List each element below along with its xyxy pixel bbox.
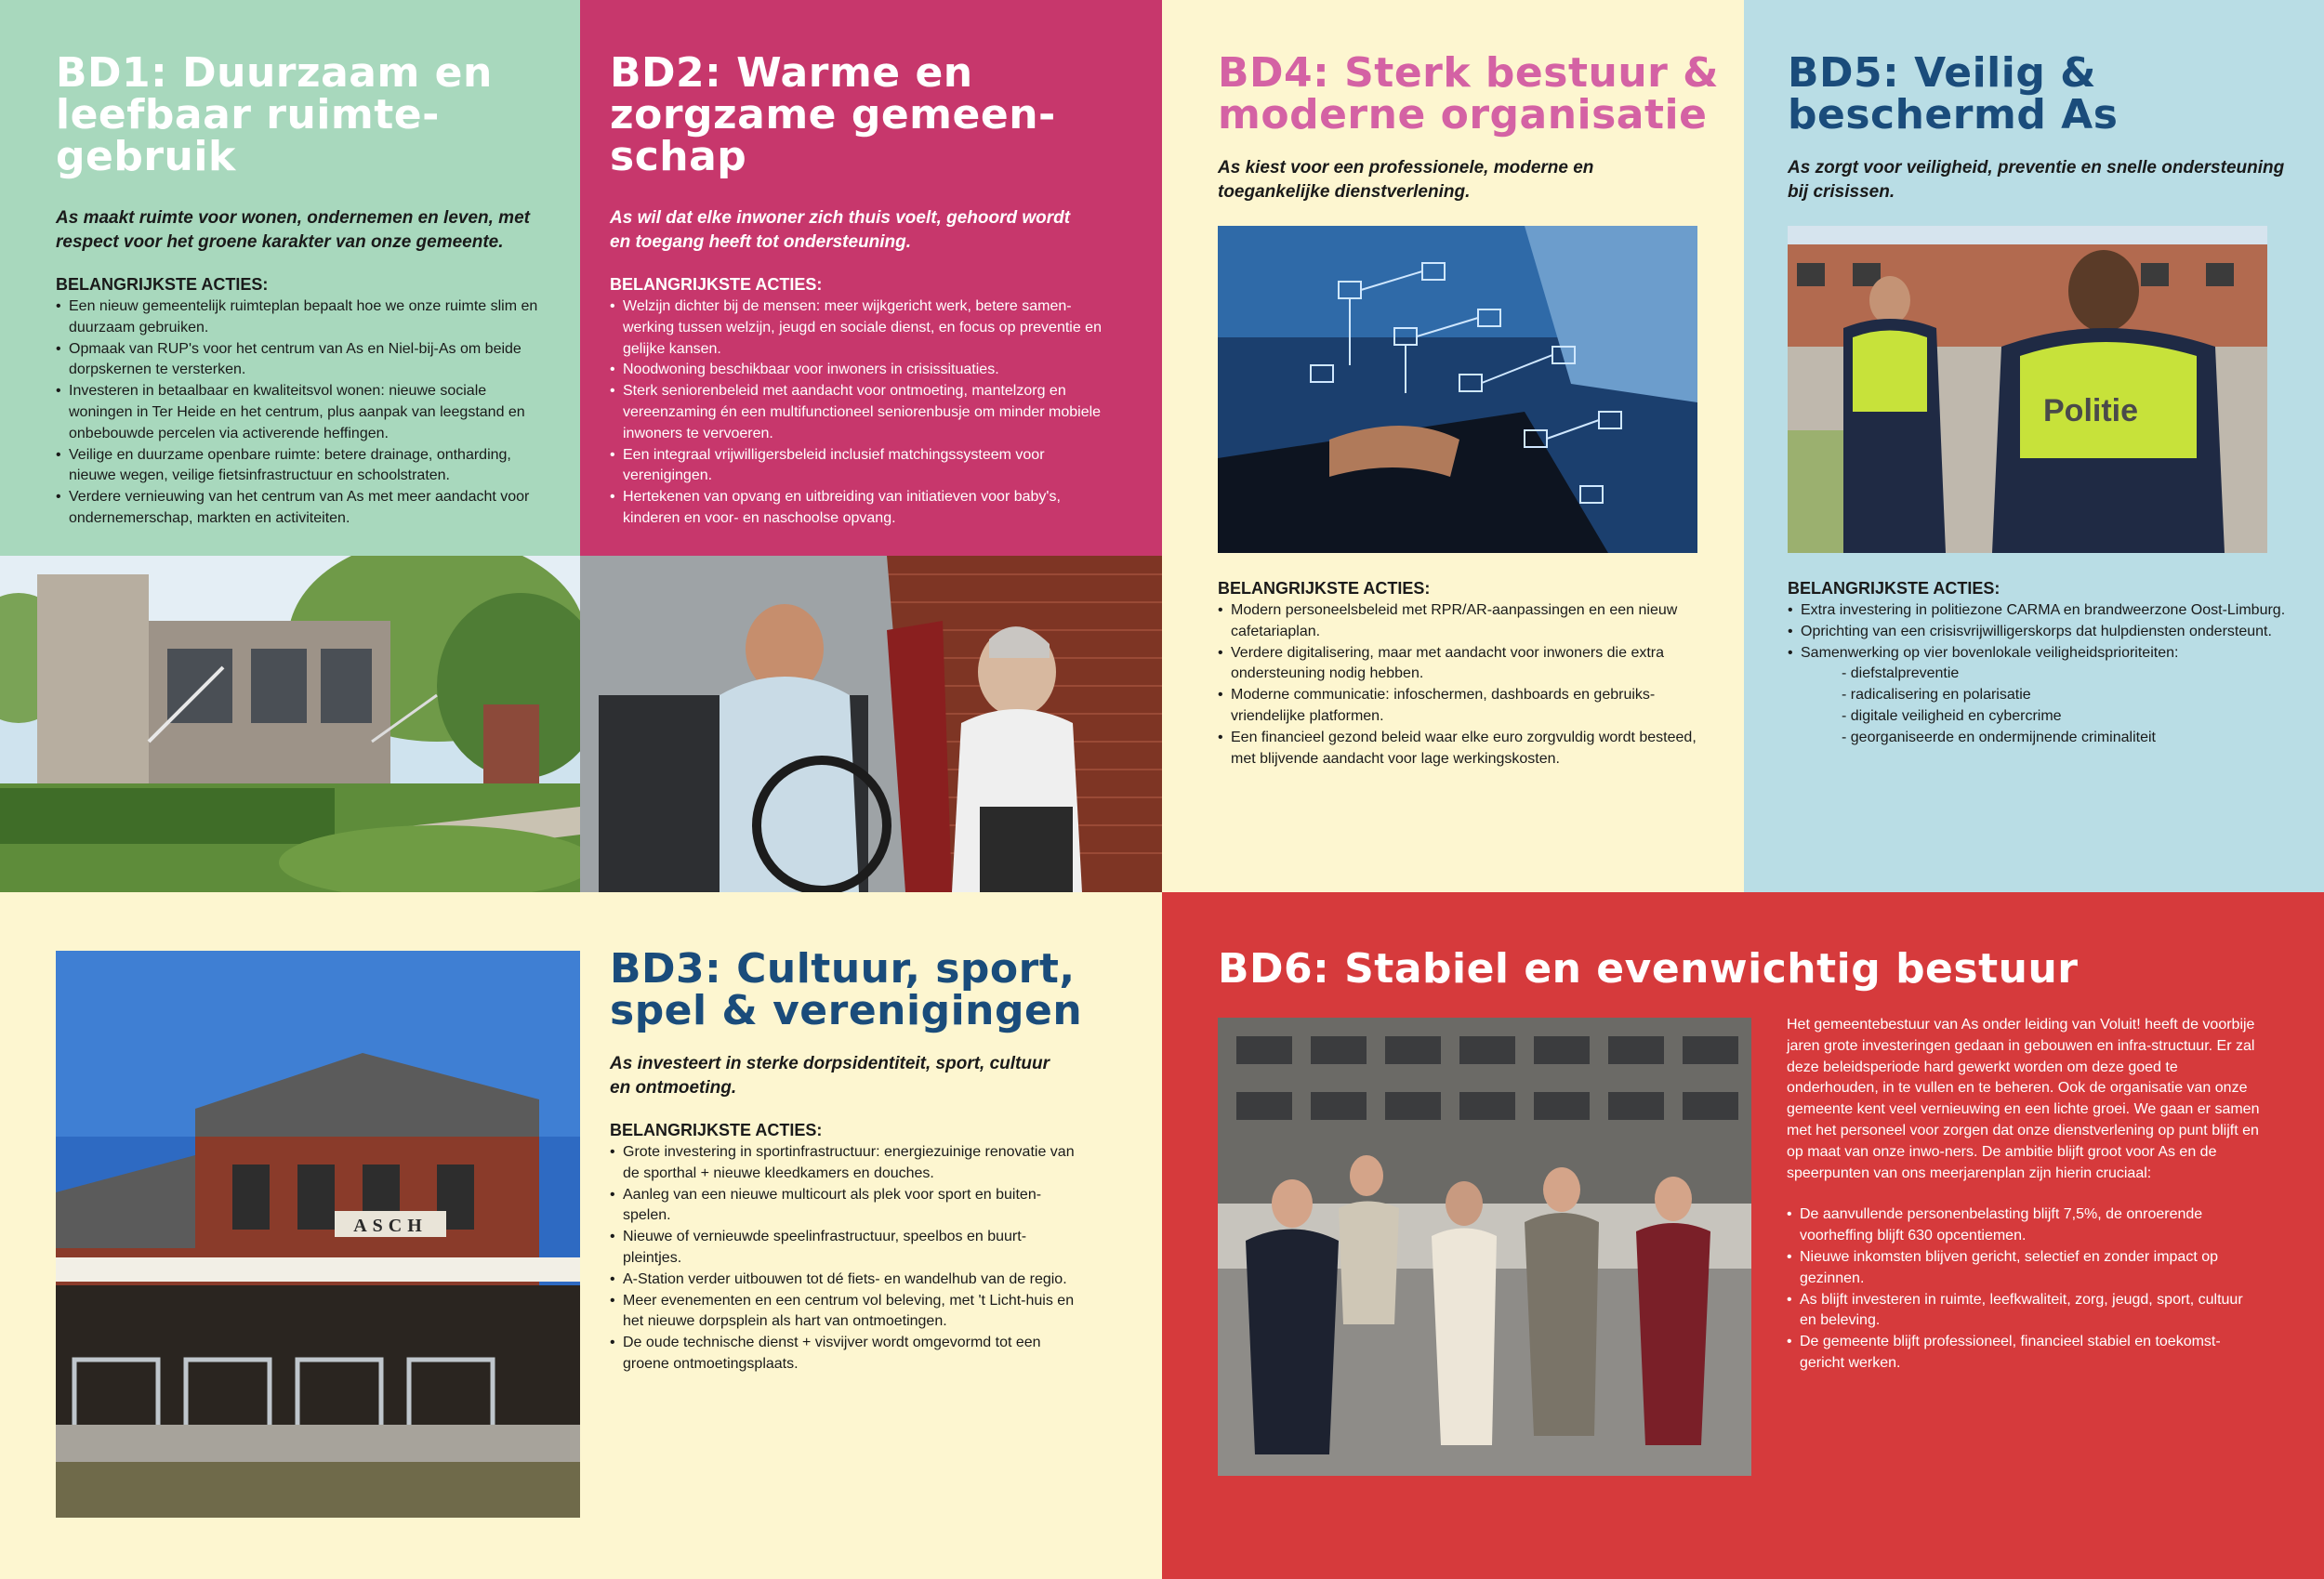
- list-item: • Grote investering in sportinfrastructuur: energiezuinige renovatie van de sporthal + nieuwe kleedkamers en douches.: [610, 1142, 1075, 1185]
- bd2-intro: As wil dat elke inwoner zich thuis voelt, gehoord wordt en toegang heeft tot ondersteuning.: [610, 208, 1071, 252]
- bd5-actions-heading: BELANGRIJKSTE ACTIES:: [1788, 579, 2000, 598]
- bd4-digital-photo: [1218, 226, 1697, 553]
- list-item: • Aanleg van een nieuwe multicourt als plek voor sport en buiten-spelen.: [610, 1185, 1075, 1228]
- bd6-team-photo: [1218, 1018, 1751, 1476]
- station-sign: ASCH: [353, 1216, 428, 1236]
- list-item: • Nieuwe inkomsten blijven gericht, selectief en zonder impact op gezinnen.: [1787, 1247, 2261, 1290]
- bd1-actions: [56, 275, 553, 530]
- bd4-actions-list: [1218, 600, 1715, 770]
- bd5-intro: As zorgt voor veiligheid, preventie en snelle ondersteuning bij crisissen.: [1788, 158, 2285, 202]
- list-item: • De aanvullende personenbelasting blijft 7,5%, de onroerende voorheffing blijft 630 opcentiemen.: [1787, 1204, 2261, 1247]
- bd3-actions-heading: BELANGRIJKSTE ACTIES:: [610, 1121, 823, 1139]
- bd4-panel: [1162, 0, 1744, 892]
- list-item: • Hertekenen van opvang en uitbreiding van initiatieven voor baby's, kinderen en voor- en naschoolse opvang.: [610, 487, 1116, 530]
- bd3-station-photo: [56, 951, 580, 1518]
- list-item: • Veilige en duurzame openbare ruimte: betere drainage, ontharding, nieuwe wegen, veilige fietsinfrastructuur en schoolstraten.: [56, 445, 553, 488]
- list-item: • De gemeente blijft professioneel, financieel stabiel en toekomst-gericht werken.: [1787, 1332, 2261, 1375]
- list-item: - diefstalpreventie: [1842, 665, 1960, 682]
- list-item: - digitale veiligheid en cybercrime: [1842, 707, 2062, 724]
- bd3-panel: [0, 892, 1162, 1579]
- list-item: • Oprichting van een crisisvrijwilligerskorps dat hulpdiensten ondersteunt.: [1788, 622, 2304, 643]
- bd6-paragraph: Het gemeentebestuur van As onder leiding van Voluit! heeft de voorbije jaren grote investeringen gedaan in gebouwen en infra-structuur. Er zal deze beleidsperiode hard gewerkt worden om deze goed te onderhouden, in te vullen en te beheren. Ook de organisatie van onze gemeente kent veel vernieuwing en een lichte groei. We gaan er samen met het personeel voor zorgen dat onze dienstverlening op punt blijft en op maat van onze inwo-ners. De ambitie blijft groot voor As en de speerpunten van ons meerjarenplan zijn hierin cruciaal:: [1787, 1017, 2260, 1181]
- bd5-panel: [1744, 0, 2324, 892]
- list-item: • Een integraal vrijwilligersbeleid inclusief matchingssysteem voor verenigingen.: [610, 445, 1116, 488]
- list-item: • Een financieel gezond beleid waar elke euro zorgvuldig wordt besteed, met blijvende aandacht voor lage werkingskosten.: [1218, 728, 1715, 770]
- bd2-panel: [580, 0, 1162, 556]
- bd2-actions: [610, 275, 1116, 530]
- bd5-police-photo: [1788, 226, 2267, 553]
- list-item: • A-Station verder uitbouwen tot dé fiets- en wandelhub van de regio.: [610, 1270, 1075, 1291]
- bd3-actions-list: [610, 1142, 1075, 1375]
- list-item: • Meer evenementen en een centrum vol beleving, met 't Licht-huis en het nieuwe dorpsplein als hart van ontmoetingen.: [610, 1291, 1075, 1334]
- bd5-actions: [1788, 579, 2304, 749]
- bd5-title: BD5: Veilig & beschermd As: [1788, 49, 2119, 138]
- bd4-title: BD4: Sterk bestuur & moderne organisatie: [1218, 49, 1720, 138]
- bd3-actions: [610, 1121, 1075, 1375]
- list-item: • De oude technische dienst + visvijver wordt omgevormd tot een groene ontmoetingsplaats.: [610, 1333, 1075, 1375]
- bd2-actions-heading: BELANGRIJKSTE ACTIES:: [610, 275, 823, 294]
- bd6-panel: [1162, 892, 2324, 1579]
- list-item: • Modern personeelsbeleid met RPR/AR-aanpassingen en een nieuw cafetariaplan.: [1218, 600, 1715, 643]
- list-item: • Verdere digitalisering, maar met aandacht voor inwoners die extra ondersteuning nodig hebben.: [1218, 643, 1715, 686]
- list-item: • Extra investering in politiezone CARMA en brandweerzone Oost-Limburg.: [1788, 600, 2304, 622]
- bd4-actions: [1218, 579, 1715, 770]
- list-item: • Samenwerking op vier bovenlokale veiligheidsprioriteiten:: [1788, 643, 2304, 664]
- bd4-actions-heading: BELANGRIJKSTE ACTIES:: [1218, 579, 1431, 598]
- bd4-intro: As kiest voor een professionele, moderne en toegankelijke dienstverlening.: [1218, 158, 1594, 202]
- list-item: • Noodwoning beschikbaar voor inwoners in crisissituaties.: [610, 360, 1116, 381]
- list-item: • Een nieuw gemeentelijk ruimteplan bepaalt hoe we onze ruimte slim en duurzaam gebruiken.: [56, 296, 553, 339]
- vest-label: Politie: [2043, 393, 2139, 428]
- bd3-intro: As investeert in sterke dorpsidentiteit, sport, cultuur en ontmoeting.: [610, 1054, 1050, 1098]
- bd1-housing-photo: [0, 556, 580, 892]
- list-item: • Welzijn dichter bij de mensen: meer wijkgericht werk, betere samen-werking tussen welzijn, jeugd en sociale dienst, en focus op preventie en gelijke kansen.: [610, 296, 1116, 360]
- bd2-actions-list: [610, 296, 1116, 530]
- list-item: • Investeren in betaalbaar en kwaliteitsvol wonen: nieuwe sociale woningen in Ter Heide en het centrum, plus aanpak van leegstand en onbebouwde percelen via activerende heffingen.: [56, 381, 553, 444]
- list-item: • Verdere vernieuwing van het centrum van As met meer aandacht voor ondernemerschap, markten en activiteiten.: [56, 487, 553, 530]
- bd1-actions-list: [56, 296, 553, 530]
- list-item: • Sterk seniorenbeleid met aandacht voor ontmoeting, mantelzorg en vereenzaming én een multifunctioneel seniorenbusje om minder mobiele inwoners te vervoeren.: [610, 381, 1116, 444]
- bd1-title: BD1: Duurzaam en leefbaar ruimte-gebruik: [56, 49, 493, 180]
- list-item: • Nieuwe of vernieuwde speelinfrastructuur, speelbos en buurt-pleintjes.: [610, 1227, 1075, 1270]
- bd6-title: BD6: Stabiel en evenwichtig bestuur: [1218, 945, 2079, 993]
- bd5-priorities-list: [1788, 664, 2304, 748]
- bd1-actions-heading: BELANGRIJKSTE ACTIES:: [56, 275, 269, 294]
- list-item: • Opmaak van RUP's voor het centrum van As en Niel-bij-As om beide dorpskernen te versterken.: [56, 339, 553, 382]
- bd6-points-list: [1787, 1204, 2261, 1374]
- bd5-actions-list: [1788, 600, 2304, 664]
- bd6-text: [1787, 1015, 2261, 1375]
- bd2-care-photo: [580, 556, 1162, 892]
- bd1-intro: As maakt ruimte voor wonen, ondernemen en leven, met respect voor het groene karakter van onze gemeente.: [56, 208, 530, 252]
- list-item: • Moderne communicatie: infoschermen, dashboards en gebruiks-vriendelijke platformen.: [1218, 685, 1715, 728]
- bd2-title: BD2: Warme en zorgzame gemeen-schap: [610, 49, 1056, 180]
- list-item: - radicalisering en polarisatie: [1842, 687, 2031, 704]
- list-item: - georganiseerde en ondermijnende criminaliteit: [1842, 729, 2156, 745]
- bd1-panel: [0, 0, 580, 556]
- list-item: • As blijft investeren in ruimte, leefkwaliteit, zorg, jeugd, sport, cultuur en beleving.: [1787, 1290, 2261, 1333]
- bd3-title: BD3: Cultuur, sport, spel & verenigingen: [610, 945, 1083, 1034]
